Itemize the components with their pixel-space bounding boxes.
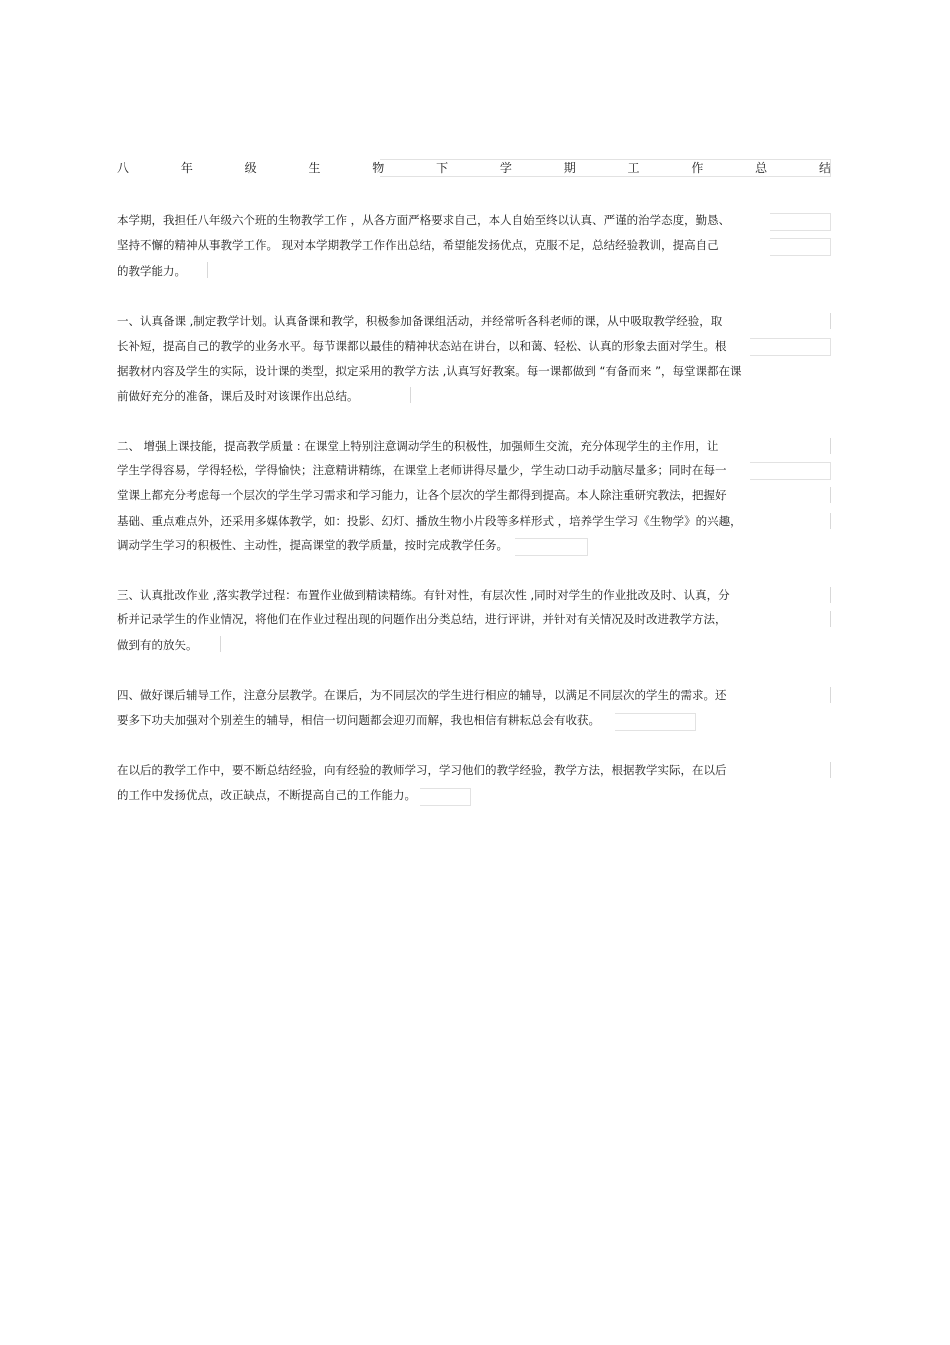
line-tick	[830, 513, 831, 529]
line-frame	[750, 462, 831, 480]
title-char: 作	[691, 161, 704, 175]
section2-line-1: 二、 增强上课技能，提高教学质量 : 在课堂上特别注意调动学生的积极性，加强师生交流，充分体现学生的主作用，让	[117, 439, 719, 453]
closing-line-1: 在以后的教学工作中，要不断总结经验，向有经验的教师学习，学习他们的教学经验，教学方法，根据教学实际，在以后	[117, 763, 727, 777]
section4-line-2: 要多下功夫加强对个别差生的辅导，相信一切问题都会迎刃而解，我也相信有耕耘总会有收获。	[117, 713, 600, 727]
line-tick	[830, 587, 831, 603]
title-char: 八	[117, 161, 130, 175]
closing-line-2: 的工作中发扬优点，改正缺点，不断提高自己的工作能力。	[117, 788, 416, 802]
document-title	[117, 158, 831, 178]
title-char: 学	[499, 161, 512, 175]
line-tick	[830, 313, 831, 329]
line-tick	[830, 438, 831, 454]
title-char: 年	[180, 161, 193, 175]
line-tick	[830, 611, 831, 627]
title-char: 结	[818, 161, 831, 175]
section2-line-4: 基础、重点难点外，还采用多媒体教学，如：投影、幻灯、播放生物小片段等多样形式 ，培养学生学习《生物学》的兴趣，	[117, 514, 742, 528]
section1-line-3: 据教材内容及学生的实际，设计课的类型，拟定采用的教学方法 ,认真写好教案。每一课都做到 “有备而来 ”，每堂课都在课	[117, 364, 742, 378]
section1-line-4: 前做好充分的准备，课后及时对该课作出总结。	[117, 389, 359, 403]
intro-line-2: 坚持不懈的精神从事教学工作。 现对本学期教学工作作出总结，希望能发扬优点，克服不足，总结经验教训，提高自己	[117, 238, 719, 252]
title-char: 下	[436, 161, 449, 175]
line-tick	[830, 687, 831, 703]
section4-line-1: 四、做好课后辅导工作，注意分层教学。在课后，为不同层次的学生进行相应的辅导，以满足不同层次的学生的需求。还	[117, 688, 727, 702]
section3-line-2: 析并记录学生的作业情况，将他们在作业过程出现的问题作出分类总结，进行评讲，并针对有关情况及时改进教学方法，	[117, 612, 727, 626]
section1-line-2: 长补短，提高自己的教学的业务水平。每节课都以最佳的精神状态站在讲台，以和蔼、轻松、认真的形象去面对学生。根	[117, 339, 727, 353]
title-char: 生	[308, 161, 321, 175]
line-tick	[830, 762, 831, 778]
line-tick	[410, 387, 411, 403]
section2-line-5: 调动学生学习的积极性、主动性，提高课堂的教学质量，按时完成教学任务。	[117, 538, 508, 552]
title-char: 物	[372, 161, 385, 175]
line-frame	[615, 713, 696, 731]
line-frame	[420, 788, 471, 806]
title-char: 级	[244, 161, 257, 175]
line-frame	[770, 213, 831, 231]
title-char: 期	[563, 161, 576, 175]
line-tick	[207, 262, 208, 278]
intro-line-3: 的教学能力。	[117, 264, 186, 278]
title-char: 工	[627, 161, 640, 175]
section3-line-1: 三、认真批改作业 ,落实教学过程：布置作业做到精读精练。有针对性，有层次性 ,同时对学生的作业批改及时、认真，分	[117, 588, 730, 602]
line-frame	[770, 238, 831, 256]
section3-line-3: 做到有的放矢。	[117, 638, 198, 652]
section2-line-3: 堂课上都充分考虑每一个层次的学生学习需求和学习能力，让各个层次的学生都得到提高。本人除注重研究教法，把握好	[117, 488, 727, 502]
line-tick	[830, 487, 831, 503]
line-frame	[515, 538, 588, 556]
line-frame	[750, 338, 831, 356]
line-tick	[220, 636, 221, 652]
title-char: 总	[755, 161, 768, 175]
section1-line-1: 一、认真备课 ,制定教学计划。认真备课和教学，积极参加备课组活动，并经常听各科老师的课，从中吸取教学经验，取	[117, 314, 723, 328]
section2-line-2: 学生学得容易，学得轻松，学得愉快；注意精讲精练，在课堂上老师讲得尽量少，学生动口动手动脑尽量多；同时在每一	[117, 463, 727, 477]
intro-line-1: 本学期，我担任八年级六个班的生物教学工作 ，从各方面严格要求自己，本人自始至终以认真、严谨的治学态度，勤恳、	[117, 213, 731, 227]
